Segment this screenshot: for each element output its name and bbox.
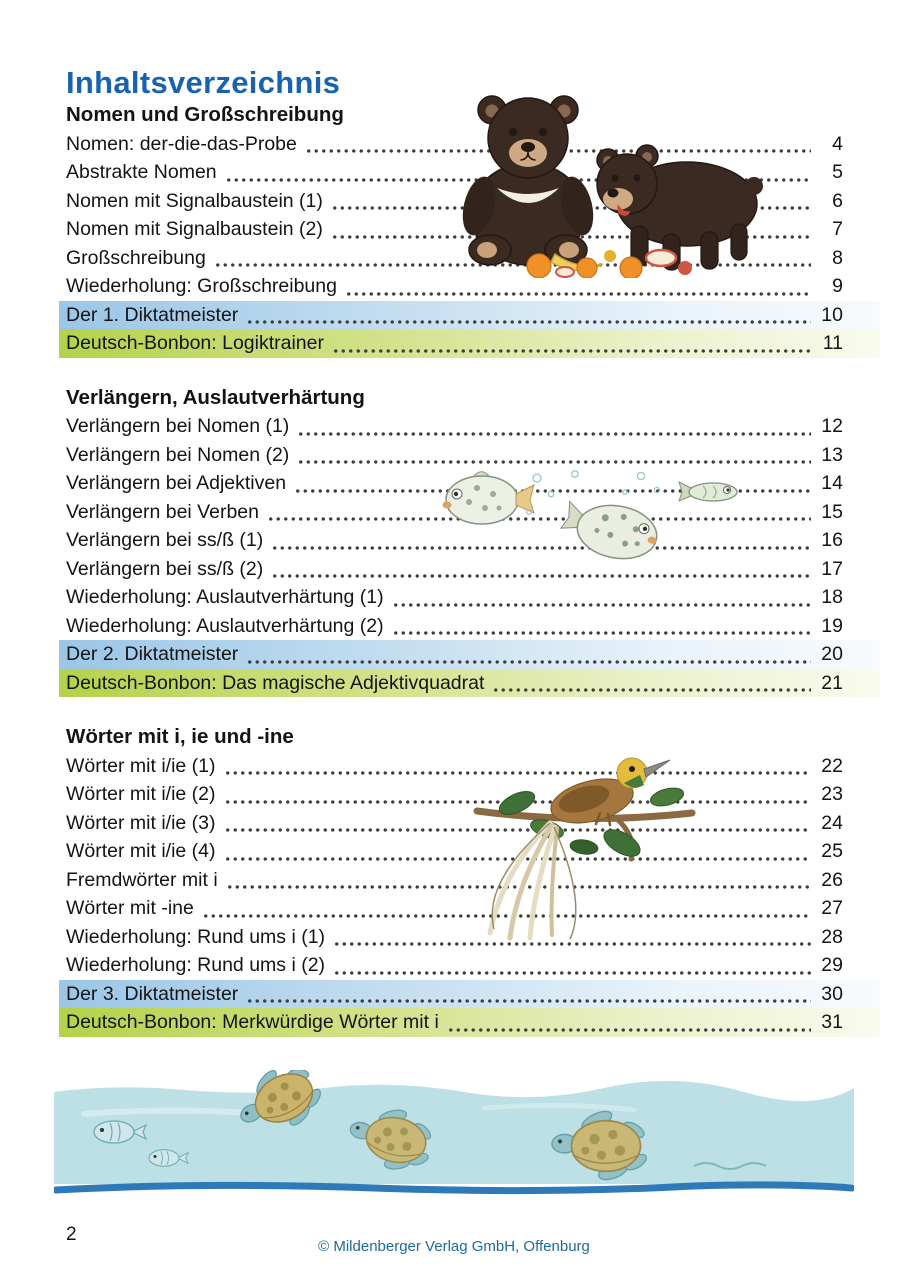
toc-entry-page: 24 xyxy=(821,811,843,834)
toc-entry-label: Wiederholung: Auslautverhärtung (1) xyxy=(66,586,384,608)
toc-entry-page: 17 xyxy=(821,557,843,580)
toc-entry xyxy=(59,329,880,358)
toc-entry xyxy=(66,837,843,866)
toc-entry-page: 31 xyxy=(821,1011,843,1033)
dotted-leader xyxy=(246,318,811,326)
toc-entry xyxy=(66,923,843,952)
section-heading: Nomen und Großschreibung xyxy=(66,103,344,126)
toc-entry-page: 27 xyxy=(821,897,843,919)
section-heading: Wörter mit i, ie und -ine xyxy=(66,725,294,748)
toc-entry-label: Verlängern bei Nomen (2) xyxy=(66,443,290,466)
toc-entry-label: Verlängern bei Adjektiven xyxy=(66,472,287,494)
toc-entry-page: 11 xyxy=(822,332,843,354)
bears-with-fruit-illustration xyxy=(435,78,765,278)
toc-entry-page: 6 xyxy=(832,189,843,212)
toc-entry-label: Deutsch-Bonbon: Merkwürdige Wörter mit i xyxy=(66,1011,439,1033)
toc-entry-label: Wiederholung: Großschreibung xyxy=(66,275,337,297)
dotted-leader xyxy=(345,290,811,298)
toc-entry-page: 10 xyxy=(821,303,843,326)
toc-entry-label: Nomen mit Signalbaustein (2) xyxy=(66,218,323,240)
dotted-leader xyxy=(271,572,811,580)
dotted-leader xyxy=(392,601,811,609)
toc-entry-page: 23 xyxy=(821,783,843,805)
toc-entry-label: Wiederholung: Rund ums i (1) xyxy=(66,925,326,948)
toc-entry-page: 15 xyxy=(821,500,843,523)
pufferfish-illustration xyxy=(425,462,745,572)
toc-entry-label: Wiederholung: Rund ums i (2) xyxy=(66,954,326,976)
toc-entry-page: 7 xyxy=(832,218,843,240)
dotted-leader xyxy=(246,997,811,1005)
dotted-leader xyxy=(447,1026,811,1034)
toc-entry xyxy=(66,752,843,781)
toc-entry-label: Deutsch-Bonbon: Logiktrainer xyxy=(66,332,324,354)
toc-entry xyxy=(66,583,843,612)
section-heading: Verlängern, Auslautverhärtung xyxy=(66,385,365,409)
turtles-water-illustration xyxy=(54,1070,854,1208)
wave-line xyxy=(56,1185,852,1191)
dotted-leader xyxy=(332,347,811,355)
toc-entry-label: Deutsch-Bonbon: Das magische Adjektivquadrat xyxy=(66,671,485,694)
page-title: Inhaltsverzeichnis xyxy=(66,64,341,100)
toc-entry-page: 21 xyxy=(821,671,843,694)
toc-entry xyxy=(66,780,843,809)
toc-entry xyxy=(66,866,843,895)
toc-entry-label: Verlängern bei ss/ß (2) xyxy=(66,557,264,580)
dotted-leader xyxy=(333,969,811,977)
bubbles xyxy=(527,471,660,515)
toc-entry-label: Wörter mit i/ie (3) xyxy=(66,811,216,834)
toc-entry-page: 28 xyxy=(821,925,843,948)
toc-entry-label: Wörter mit i/ie (4) xyxy=(66,840,216,862)
toc-entry-page: 13 xyxy=(821,443,843,466)
bird-of-paradise-illustration xyxy=(462,733,697,943)
toc-entry-page: 20 xyxy=(821,643,843,665)
dotted-leader xyxy=(297,430,811,438)
right-bear xyxy=(597,145,763,270)
dotted-leader xyxy=(246,658,811,666)
toc-entry-label: Wörter mit i/ie (1) xyxy=(66,754,216,777)
toc-entry-page: 14 xyxy=(821,472,843,494)
toc-entry-page: 29 xyxy=(821,954,843,976)
tail-plumes xyxy=(490,823,576,939)
toc-entry-label: Wiederholung: Auslautverhärtung (2) xyxy=(66,614,384,637)
toc-entry-page: 18 xyxy=(821,586,843,608)
toc-entry-page: 16 xyxy=(821,529,843,551)
toc-entry-label: Wörter mit -ine xyxy=(66,897,194,919)
toc-entry-label: Großschreibung xyxy=(66,246,206,269)
toc-entry xyxy=(59,1008,880,1037)
toc-entry-label: Wörter mit i/ie (2) xyxy=(66,783,216,805)
toc-entry-page: 8 xyxy=(832,246,843,269)
toc-entry-page: 12 xyxy=(821,415,843,437)
toc-entry-label: Nomen mit Signalbaustein (1) xyxy=(66,189,323,212)
toc-entry-label: Verlängern bei Nomen (1) xyxy=(66,415,290,437)
toc-entry-page: 19 xyxy=(821,614,843,637)
toc-entry-label: Der 1. Diktatmeister xyxy=(66,303,239,326)
toc-entry-label: Der 2. Diktatmeister xyxy=(66,643,239,665)
toc-entry xyxy=(59,640,880,669)
toc-entry xyxy=(66,894,843,923)
toc-entry xyxy=(66,951,843,980)
left-bear xyxy=(457,96,599,265)
toc-entry-page: 30 xyxy=(821,982,843,1005)
page-number: 2 xyxy=(66,1224,77,1245)
toc-entry-label: Der 3. Diktatmeister xyxy=(66,982,239,1005)
pufferfish-center xyxy=(557,497,661,565)
toc-entry-label: Nomen: der-die-das-Probe xyxy=(66,132,297,155)
toc-entry xyxy=(59,301,880,330)
toc-section xyxy=(66,723,843,1037)
toc-entry-page: 22 xyxy=(821,754,843,777)
toc-entry-label: Verlängern bei Verben xyxy=(66,500,259,523)
toc-entry-page: 26 xyxy=(821,868,843,891)
footer-copyright: © Mildenberger Verlag GmbH, Offenburg xyxy=(318,1238,590,1255)
toc-entry-page: 25 xyxy=(821,840,843,862)
toc-entry xyxy=(66,412,843,441)
toc-entry-label: Fremdwörter mit i xyxy=(66,868,218,891)
small-fish-right xyxy=(679,482,737,501)
toc-entry xyxy=(59,669,880,698)
toc-entry xyxy=(59,980,880,1009)
toc-entry-label: Verlängern bei ss/ß (1) xyxy=(66,529,264,551)
pufferfish-left xyxy=(443,472,535,524)
toc-entry xyxy=(66,612,843,641)
toc-entry-page: 5 xyxy=(832,161,843,183)
dotted-leader xyxy=(392,629,811,637)
toc-entry-page: 4 xyxy=(832,132,843,155)
toc-entry-label: Abstrakte Nomen xyxy=(66,161,217,183)
toc-entry-page: 9 xyxy=(832,275,843,297)
dotted-leader xyxy=(492,686,811,694)
toc-entry xyxy=(66,809,843,838)
